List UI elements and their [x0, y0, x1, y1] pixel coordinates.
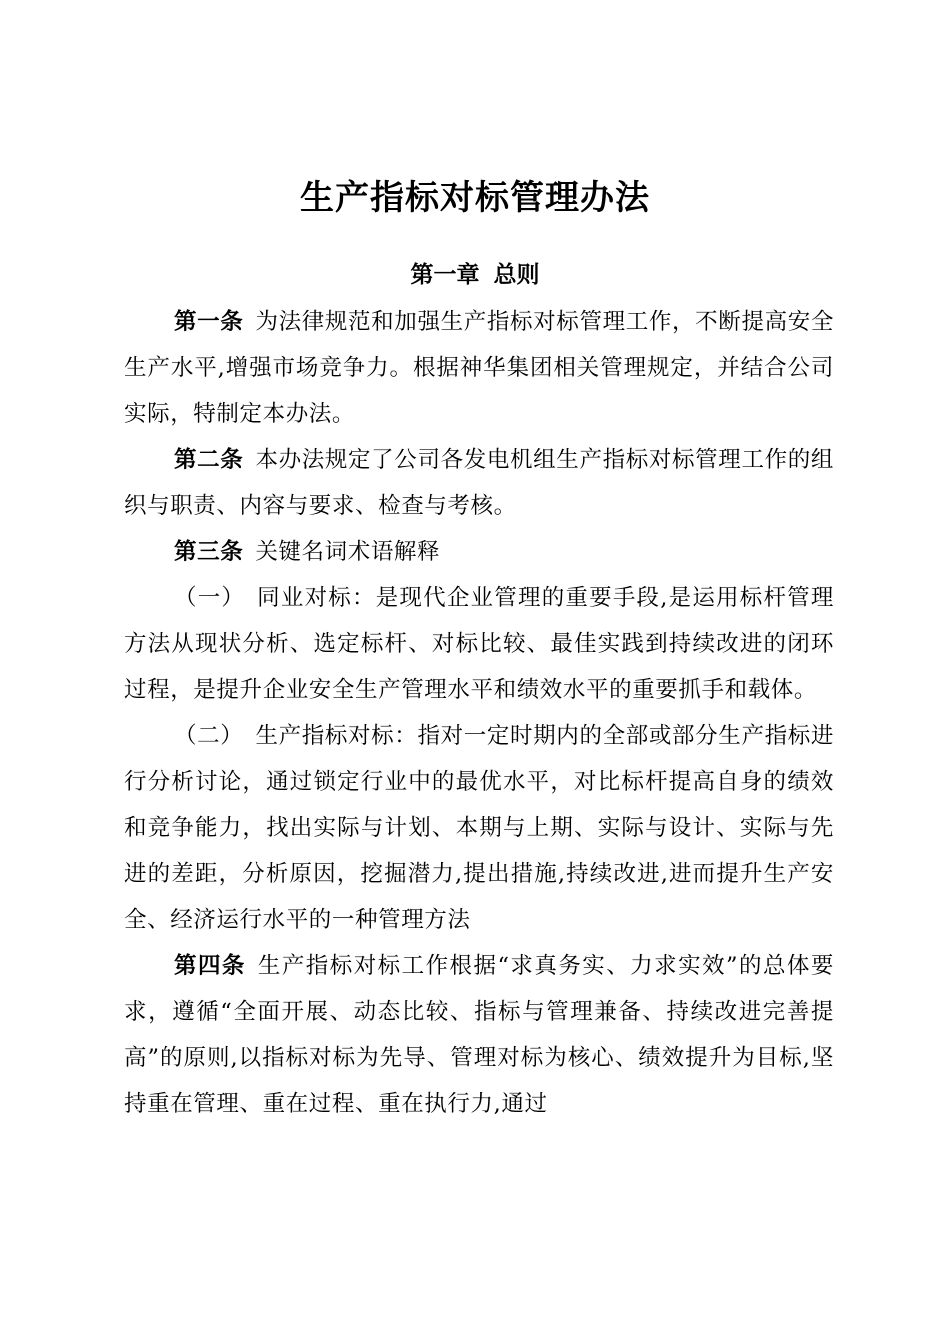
chapter-label: 第一章 [410, 261, 480, 288]
article-3-item-1 [124, 575, 834, 713]
article-4 [124, 943, 834, 1127]
document-body [124, 299, 834, 1127]
article-2 [124, 437, 834, 529]
item-2-text: 生产指标对标：指对一定时期内的全部或部分生产指标进行分析讨论，通过锁定行业中的最优水平，对比标杆提高自身的绩效和竞争能力，找出实际与计划、本期与上期、实际与设计、实际与先进的差距，分析原因，挖掘潜力,提出措施,持续改进,进而提升生产安全、经济运行水平的一种管理方法 [124, 723, 834, 933]
article-1-text: 为法律规范和加强生产指标对标管理工作，不断提高安全生产水平,增强市场竞争力。根据神华集团相关管理规定，并结合公司实际，特制定本办法。 [124, 309, 834, 427]
article-3-item-2 [124, 713, 834, 943]
article-3-number: 第三条 [174, 539, 244, 565]
article-2-number: 第二条 [174, 447, 244, 473]
article-1 [124, 299, 834, 437]
article-2-text: 本办法规定了公司各发电机组生产指标对标管理工作的组织与职责、内容与要求、检查与考核。 [124, 447, 834, 519]
article-3 [124, 529, 834, 575]
item-1-number: （一） [174, 585, 246, 611]
article-4-text: 生产指标对标工作根据“求真务实、力求实效”的总体要求，遵循“全面开展、动态比较、指标与管理兼备、持续改进完善提高”的原则,以指标对标为先导、管理对标为核心、绩效提升为目标,坚持重在管理、重在过程、重在执行力,通过 [124, 953, 834, 1117]
article-4-number: 第四条 [174, 953, 246, 979]
chapter-name: 总则 [493, 261, 540, 288]
article-3-text: 关键名词术语解释 [255, 539, 441, 565]
chapter-heading [0, 255, 950, 295]
article-1-number: 第一条 [174, 309, 244, 335]
document-title: 生产指标对标管理办法 [300, 178, 650, 218]
item-1-text: 同业对标：是现代企业管理的重要手段,是运用标杆管理方法从现状分析、选定标杆、对标比较、最佳实践到持续改进的闭环过程，是提升企业安全生产管理水平和绩效水平的重要抓手和载体。 [124, 585, 834, 703]
item-2-number: （二） [174, 723, 244, 749]
